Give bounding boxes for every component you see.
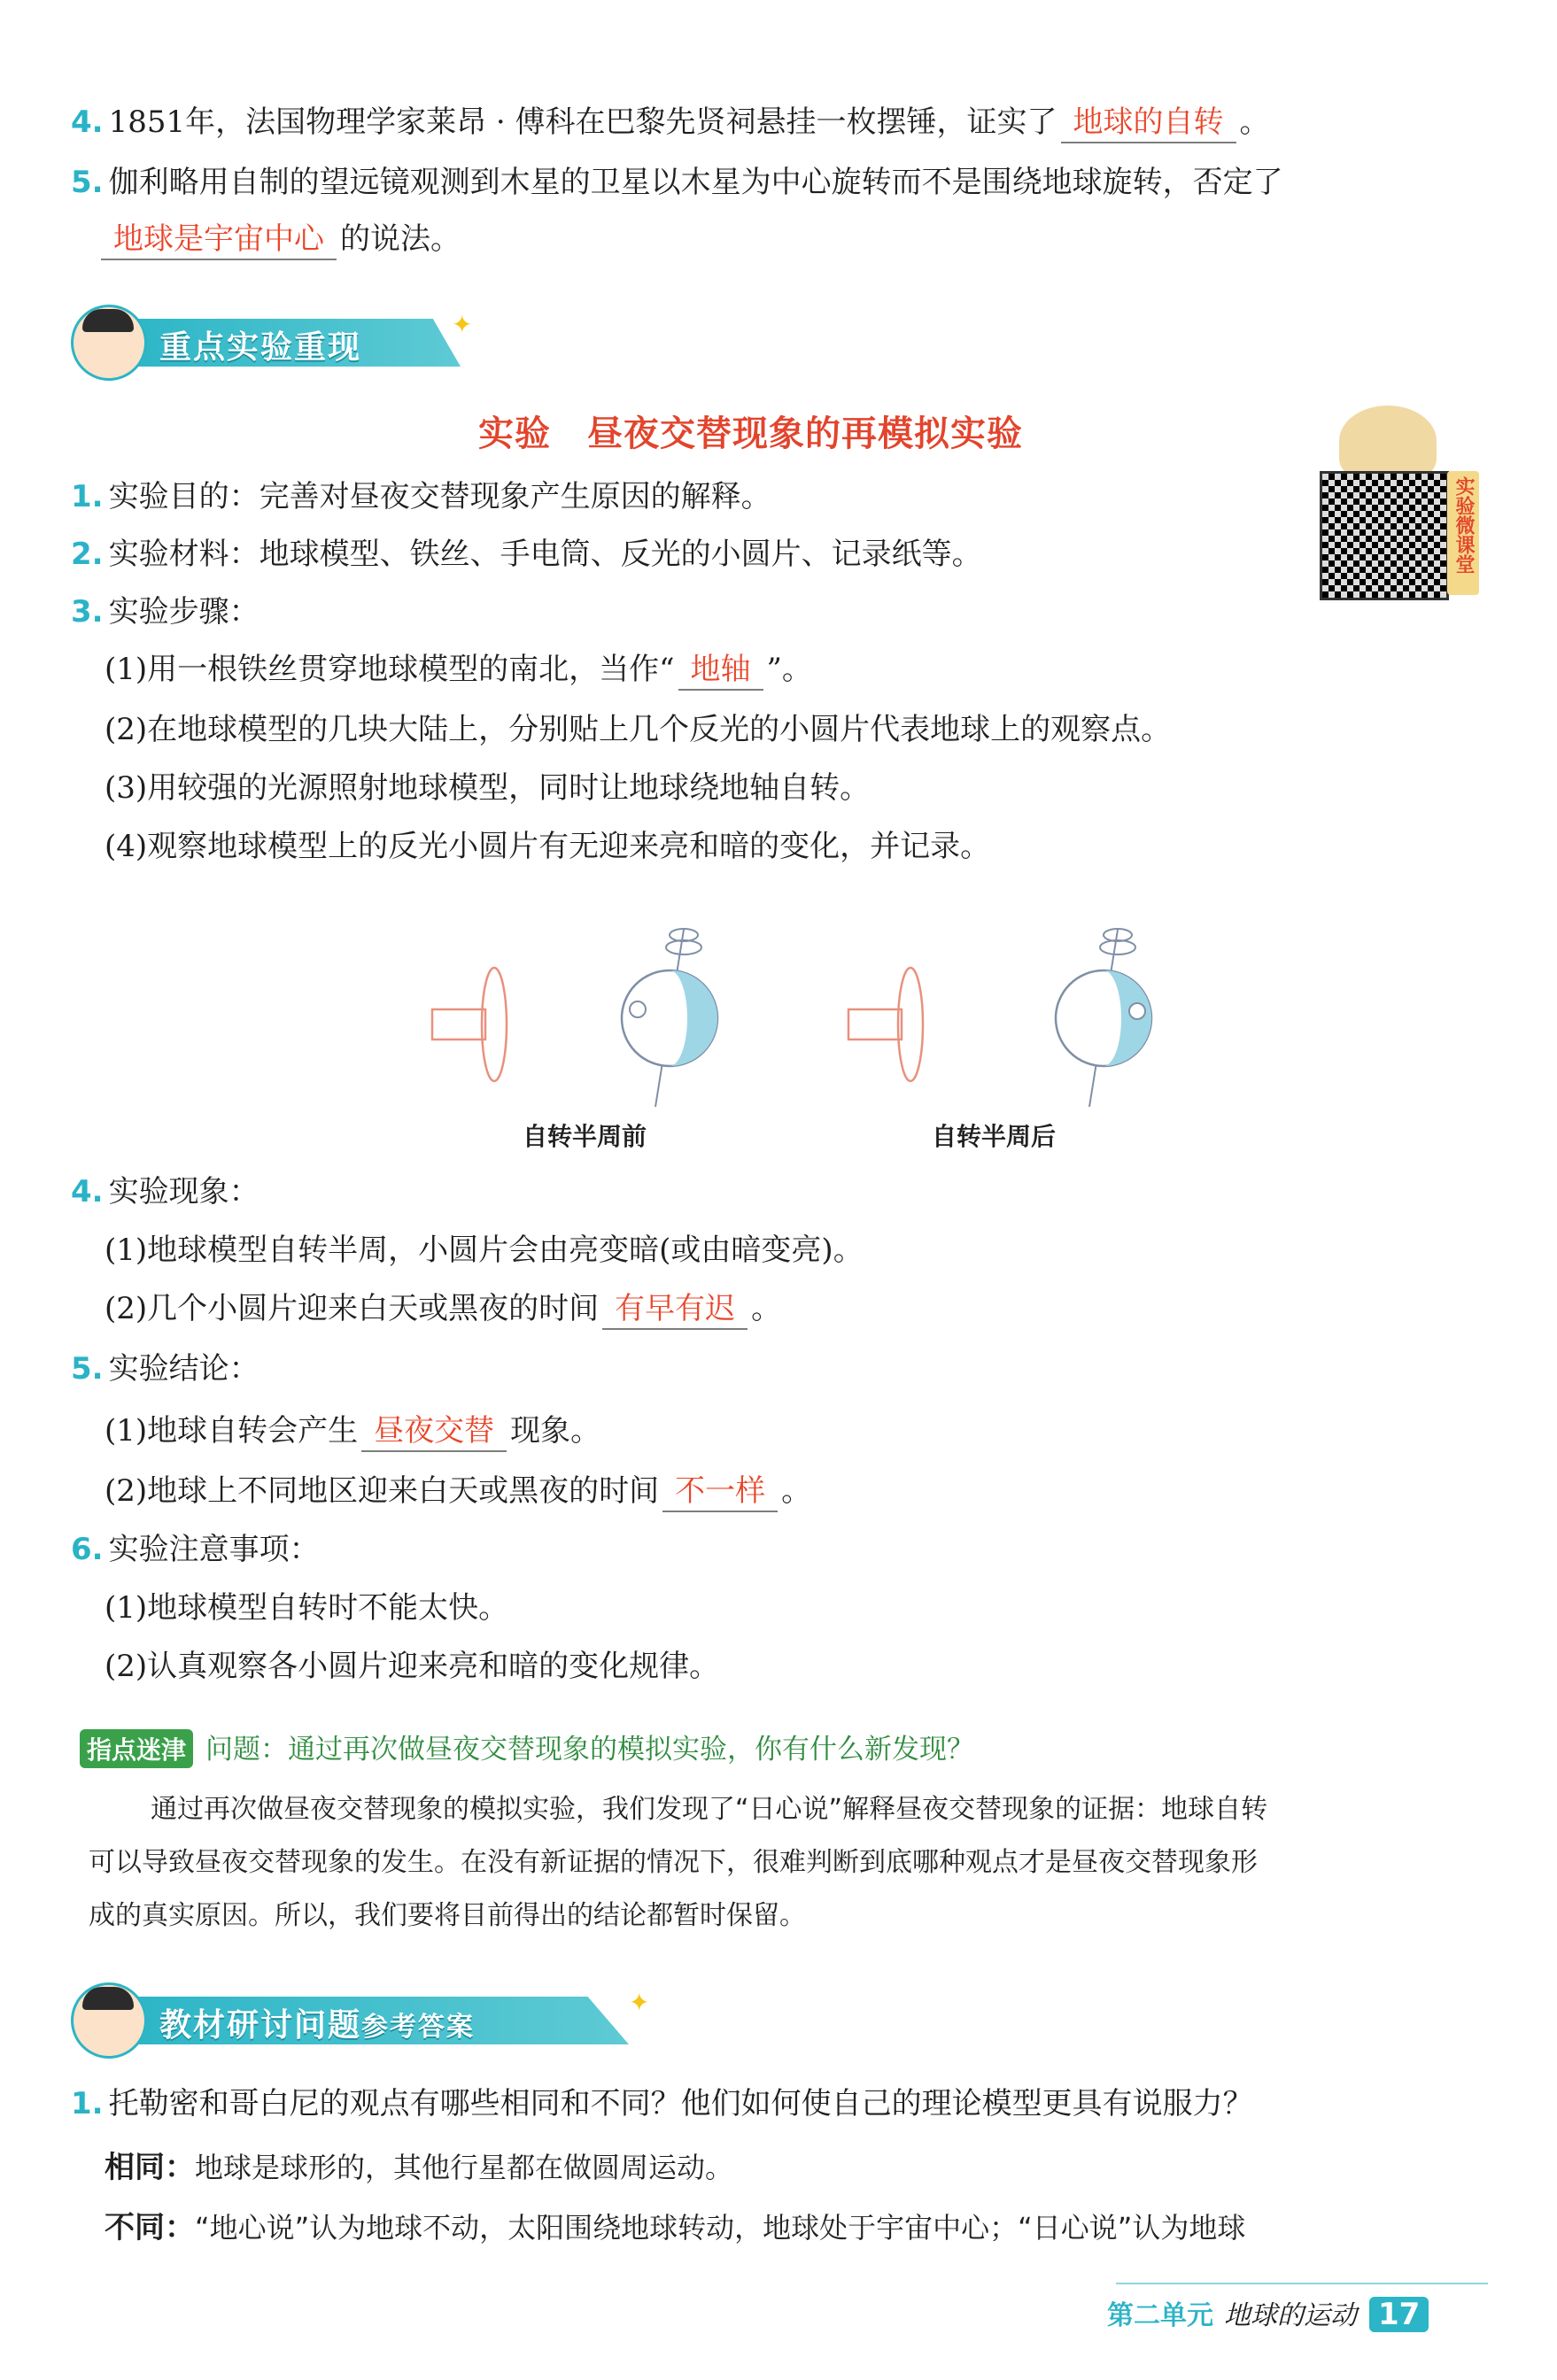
section-banner-discussion [62, 1988, 650, 2050]
answer-text: “地心说”认为地球不动，太阳围绕地球转动，地球处于宇宙中心；“日心说”认为地球 [195, 2211, 1246, 2245]
conclusion-text: 。 [781, 1473, 812, 1509]
discussion-diff [105, 2201, 1245, 2254]
footer-topic: 地球的运动 [1224, 2300, 1357, 2331]
conclusion-text: (1)地球自转会产生 [105, 1413, 359, 1449]
item-number: 2. [71, 537, 104, 572]
note-2 [105, 1643, 719, 1689]
tips-answer-text: 可以导致昼夜交替现象的发生。在没有新证据的情况下，很难判断到底哪种观点才是昼夜交替现象形 [89, 1847, 1258, 1878]
figure-caption-right: 自转半周后 [932, 1122, 1057, 1151]
experiment-steps-label [71, 589, 260, 635]
conclusion-text: 现象。 [510, 1413, 601, 1449]
answer-blank: 不一样 [662, 1472, 778, 1512]
item-text: 伽利略用自制的望远镜观测到木星的卫星以木星为中心旋转而不是围绕地球旋转，否定了 [108, 165, 1283, 200]
field-text: 完善对昼夜交替现象产生原因的解释。 [259, 479, 771, 514]
tips-question: 问题：通过再次做昼夜交替现象的模拟实验，你有什么新发现？ [205, 1734, 975, 1766]
experiment-notes-label [71, 1526, 320, 1572]
item-number: 3. [71, 594, 104, 630]
item-5-cont [97, 216, 461, 262]
phenomenon-text: (2)几个小圆片迎来白天或黑夜的时间 [105, 1291, 600, 1326]
flashlight-right-icon [848, 968, 923, 1081]
section-title: 重点实验重现 [159, 329, 362, 366]
phenomenon-2 [105, 1286, 781, 1332]
item-text: 的说法。 [340, 221, 461, 257]
tips-header [80, 1727, 974, 1768]
item-number: 1. [71, 479, 104, 514]
phenomenon-text: 。 [751, 1291, 782, 1326]
footer-unit: 第二单元 [1107, 2300, 1213, 2331]
note-text: (1)地球模型自转时不能太快。 [105, 1590, 509, 1626]
mascot-megaphone-icon [71, 1982, 147, 2059]
step-text: ”。 [766, 652, 812, 687]
step-text: (2)在地球模型的几块大陆上，分别贴上几个反光的小圆片代表地球上的观察点。 [105, 712, 1172, 747]
conclusion-2 [105, 1468, 811, 1514]
sparkle-icon: ✦ [452, 310, 473, 339]
experiment-title: 实验 昼夜交替现象的再模拟实验 [478, 413, 1023, 454]
section-banner-experiment [62, 310, 473, 372]
tips-answer-text: 通过再次做昼夜交替现象的模拟实验，我们发现了“日心说”解释昼夜交替现象的证据：地球自转 [151, 1794, 1268, 1825]
item-number: 1. [71, 2086, 104, 2121]
item-number: 6. [71, 1532, 104, 1567]
answer-blank: 有早有迟 [602, 1289, 748, 1330]
step-text: (1)用一根铁丝贯穿地球模型的南北，当作“ [105, 652, 675, 687]
item-5 [71, 159, 1283, 205]
page-number: 17 [1369, 2297, 1429, 2332]
step-1 [105, 646, 812, 692]
step-text: (4)观察地球模型上的反光小圆片有无迎来亮和暗的变化，并记录。 [105, 829, 991, 864]
section-title [159, 2000, 475, 2045]
field-label: 实验结论： [108, 1351, 260, 1387]
field-label: 实验目的： [108, 479, 260, 514]
answer-blank: 昼夜交替 [361, 1411, 507, 1452]
conclusion-text: (2)地球上不同地区迎来白天或黑夜的时间 [105, 1473, 660, 1509]
experiment-conclusion-label [71, 1346, 260, 1392]
phenomenon-1 [105, 1227, 864, 1273]
question-text: 托勒密和哥白尼的观点有哪些相同和不同？他们如何使自己的理论模型更具有说服力？ [108, 2086, 1253, 2121]
item-number: 4. [71, 1174, 104, 1209]
figure-caption-left: 自转半周前 [523, 1122, 647, 1151]
answer-blank: 地球的自转 [1061, 103, 1236, 143]
globe-left-icon [622, 929, 717, 1107]
tips-answer-line-1 [151, 1783, 1267, 1836]
tips-answer-line-2 [89, 1836, 1258, 1889]
page-footer [1107, 2293, 1429, 2332]
qr-code-icon[interactable] [1320, 471, 1449, 600]
footer-divider [1116, 2283, 1488, 2284]
experiment-purpose [71, 474, 771, 520]
tips-badge: 指点迷津 [80, 1729, 193, 1768]
experiment-phenomena-label [71, 1169, 260, 1215]
conclusion-1 [105, 1408, 600, 1454]
phenomenon-text: (1)地球模型自转半周，小圆片会由亮变暗(或由暗变亮)。 [105, 1232, 864, 1268]
step-text: (3)用较强的光源照射地球模型，同时让地球绕地轴自转。 [105, 770, 871, 806]
field-label: 实验步骤： [108, 594, 260, 630]
field-text: 地球模型、铁丝、手电筒、反光的小圆片、记录纸等。 [259, 537, 982, 572]
item-number: 5. [71, 165, 104, 200]
bear-icon [1339, 406, 1437, 476]
step-3 [105, 765, 870, 811]
field-label: 不同： [105, 2210, 195, 2245]
field-label: 实验材料： [108, 537, 260, 572]
qr-code-panel[interactable] [1313, 406, 1481, 600]
field-label: 实验注意事项： [108, 1532, 320, 1567]
step-2 [105, 707, 1171, 753]
section-title-main: 教材研讨问题 [159, 2007, 362, 2044]
item-4 [71, 99, 1270, 145]
tips-answer-line-3 [89, 1889, 806, 1943]
item-number: 5. [71, 1351, 104, 1387]
step-4 [105, 823, 990, 869]
discussion-question [71, 2081, 1253, 2127]
answer-text: 地球是球形的，其他行星都在做圆周运动。 [195, 2151, 734, 2184]
flashlight-left-icon [432, 968, 507, 1081]
item-number: 4. [71, 104, 104, 140]
field-label: 相同： [105, 2150, 195, 2185]
answer-blank: 地球是宇宙中心 [101, 220, 337, 260]
sparkle-icon: ✦ [629, 1988, 650, 2017]
experiment-materials [71, 531, 982, 577]
note-text: (2)认真观察各小圆片迎来亮和暗的变化规律。 [105, 1649, 720, 1684]
section-title-suffix: 参考答案 [361, 2012, 476, 2043]
item-text: 1851年，法国物理学家莱昂 · 傅科在巴黎先贤祠悬挂一枚摆锤，证实了 [108, 104, 1057, 140]
qr-label-text: 实验微课堂 [1452, 476, 1475, 574]
mascot-icon [71, 305, 147, 381]
discussion-same [105, 2141, 733, 2194]
tips-answer-text: 成的真实原因。所以，我们要将目前得出的结论都暂时保留。 [89, 1900, 806, 1931]
globe-right-icon [1056, 929, 1151, 1107]
item-text: 。 [1239, 104, 1270, 140]
qr-side-label [1447, 471, 1479, 595]
note-1 [105, 1585, 508, 1631]
answer-blank: 地轴 [678, 650, 763, 691]
experiment-figure [425, 912, 1169, 1124]
field-label: 实验现象： [108, 1174, 260, 1209]
